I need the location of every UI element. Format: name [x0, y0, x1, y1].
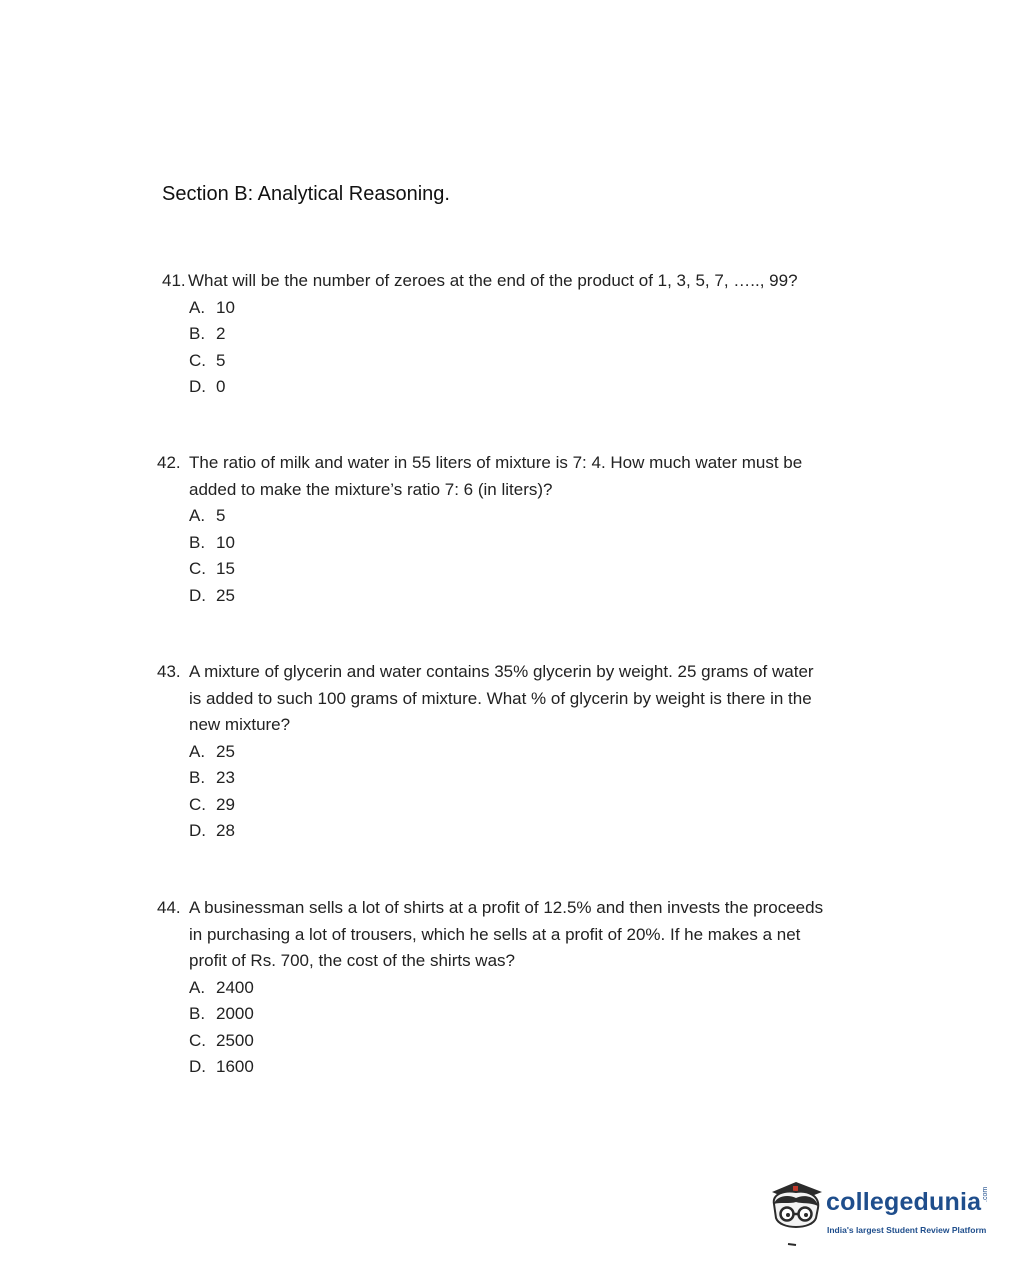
question-text [157, 450, 877, 503]
option-c [189, 348, 877, 375]
question-44 [157, 895, 877, 1081]
option-a [189, 739, 877, 766]
options-list [157, 739, 877, 845]
question-line: What will be the number of zeroes at the end of the product of 1, 3, 5, 7, ….., 99? [188, 271, 798, 290]
question-number: 41. [162, 271, 186, 290]
option-text: 15 [216, 559, 235, 578]
question-number: 42. [157, 453, 181, 472]
logo-suffix: .com [982, 1186, 989, 1202]
option-letter: A. [189, 741, 206, 761]
option-letter: A. [189, 297, 206, 317]
section-title: Section B: Analytical Reasoning. [162, 183, 450, 205]
option-letter: B. [189, 1004, 206, 1023]
option-b [189, 530, 877, 557]
question-43 [157, 659, 877, 845]
question-text [157, 659, 877, 739]
option-text: 10 [216, 297, 235, 317]
option-b [189, 321, 877, 348]
logo-wordmark: collegedunia [826, 1188, 982, 1216]
mascot-icon [766, 1178, 826, 1250]
options-list [157, 975, 877, 1081]
option-text: 25 [216, 585, 235, 605]
question-line: is added to such 100 grams of mixture. What % of glycerin by weight is there in the [189, 688, 812, 708]
option-c [189, 792, 877, 819]
option-a [189, 975, 877, 1002]
option-letter: B. [189, 768, 206, 787]
option-text: 2 [216, 324, 226, 343]
option-text: 25 [216, 741, 235, 761]
option-letter: A. [189, 977, 206, 997]
question-41 [157, 268, 877, 401]
option-text: 2500 [216, 1030, 254, 1050]
option-letter: D. [189, 1057, 206, 1076]
option-b [189, 765, 877, 792]
option-text: 5 [216, 506, 226, 525]
option-text: 23 [216, 768, 235, 787]
option-letter: B. [189, 324, 206, 343]
option-letter: D. [189, 821, 206, 840]
options-list [157, 503, 877, 609]
question-line: The ratio of milk and water in 55 liters of mixture is 7: 4. How much water must be [189, 453, 803, 472]
options-list [157, 295, 877, 401]
question-number: 43. [157, 662, 181, 681]
option-b [189, 1001, 877, 1028]
option-text: 5 [216, 350, 226, 370]
option-letter: A. [189, 506, 206, 525]
option-text: 10 [216, 532, 235, 552]
option-text: 2400 [216, 977, 254, 997]
option-letter: D. [189, 377, 206, 396]
question-text [157, 268, 877, 295]
option-d [189, 818, 877, 845]
question-line: profit of Rs. 700, the cost of the shirts was? [189, 951, 515, 970]
question-line: A mixture of glycerin and water contains 35% glycerin by weight. 25 grams of water [189, 662, 814, 681]
option-c [189, 1028, 877, 1055]
option-d [189, 583, 877, 610]
question-line: in purchasing a lot of trousers, which he sells at a profit of 20%. If he makes a net [189, 924, 801, 944]
question-line: A businessman sells a lot of shirts at a profit of 12.5% and then invests the proceeds [189, 898, 824, 917]
option-letter: C. [189, 794, 206, 814]
option-letter: D. [189, 585, 206, 605]
question-line: new mixture? [189, 715, 291, 734]
collegedunia-logo [766, 1178, 996, 1248]
option-d [189, 1054, 877, 1081]
option-d [189, 374, 877, 401]
option-letter: C. [189, 1030, 206, 1050]
option-letter: C. [189, 350, 206, 370]
question-number: 44. [157, 898, 181, 917]
option-text: 1600 [216, 1057, 254, 1076]
option-text: 2000 [216, 1004, 254, 1023]
logo-tagline: India's largest Student Review Platform [827, 1225, 987, 1235]
option-text: 28 [216, 821, 235, 840]
question-line: added to make the mixture’s ratio 7: 6 (in liters)? [189, 479, 553, 499]
option-a [189, 503, 877, 530]
question-42 [157, 450, 877, 609]
option-a [189, 295, 877, 322]
option-letter: C. [189, 559, 206, 578]
option-text: 0 [216, 377, 226, 396]
question-text [157, 895, 877, 975]
option-c [189, 556, 877, 583]
option-letter: B. [189, 532, 206, 552]
option-text: 29 [216, 794, 235, 814]
